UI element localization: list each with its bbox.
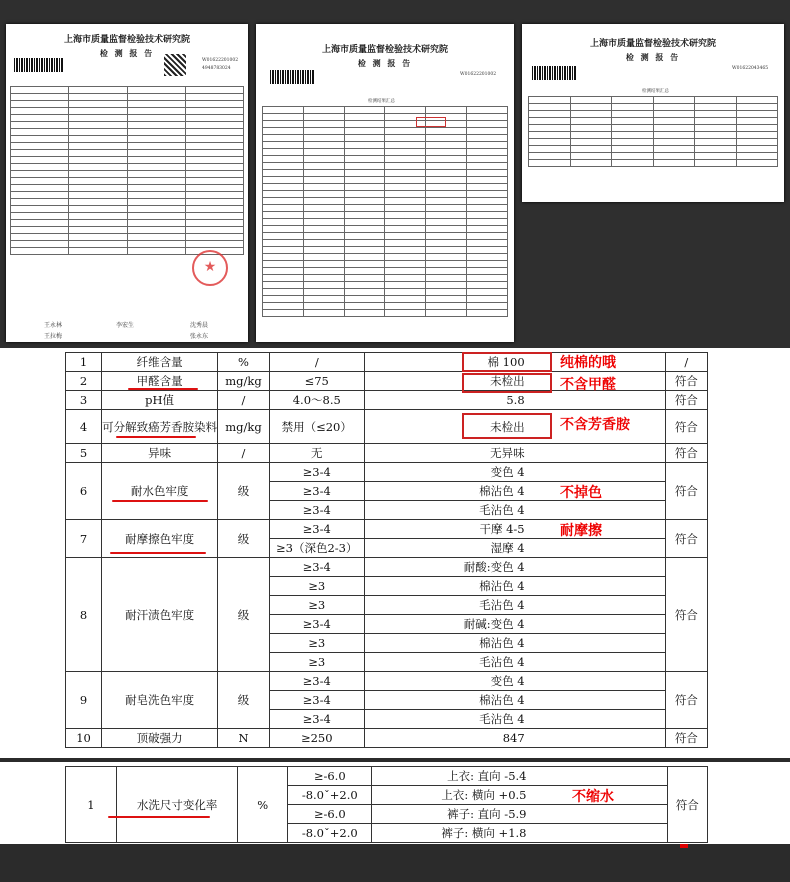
requirement: ≥3-4 xyxy=(269,520,364,539)
verdict: 符合 xyxy=(665,463,707,520)
row-number: 1 xyxy=(66,353,102,372)
requirement: ≥3 xyxy=(269,596,364,615)
result: 上衣: 直向 -5.4 xyxy=(372,767,667,786)
report-2-number: W01622201002 xyxy=(460,72,497,77)
test-item: 耐汗渍色牢度 xyxy=(102,558,218,672)
unit: N xyxy=(218,729,270,748)
table-row xyxy=(66,672,708,691)
red-mark xyxy=(680,844,688,848)
row-number: 1 xyxy=(66,767,117,843)
report-2-section: 检测结果汇总 xyxy=(368,99,395,104)
row-number: 6 xyxy=(66,463,102,520)
row-number: 8 xyxy=(66,558,102,672)
result: 毛沾色 4 xyxy=(364,596,665,615)
requirement: ≥3-4 xyxy=(269,710,364,729)
row-number: 5 xyxy=(66,444,102,463)
shrinkage-panel xyxy=(0,762,790,844)
report-page-1 xyxy=(6,24,248,342)
unit: mg/kg xyxy=(218,410,270,444)
requirement: ≥3 xyxy=(269,577,364,596)
requirement: ≥3 xyxy=(269,634,364,653)
unit: 级 xyxy=(218,463,270,520)
report-1-qr-code xyxy=(164,54,186,76)
result: 耐酸:变色 4 xyxy=(364,558,665,577)
result: 变色 4 xyxy=(364,463,665,482)
requirement: ≥3-4 xyxy=(269,463,364,482)
result: 棉沾色 4 xyxy=(364,691,665,710)
row-number: 10 xyxy=(66,729,102,748)
verdict: 符合 xyxy=(667,767,708,843)
verdict: / xyxy=(665,353,707,372)
report-2-highlight-box xyxy=(416,117,446,127)
fiber-result-highlight xyxy=(462,352,552,372)
report-3-title: 上海市质量监督检验技术研究院 xyxy=(589,39,716,49)
result: 耐碱:变色 4 xyxy=(364,615,665,634)
unit: 级 xyxy=(218,520,270,558)
report-1-signature-3: 沈秀晨 xyxy=(190,322,209,329)
verdict: 符合 xyxy=(665,729,707,748)
report-1-signature-5: 张永东 xyxy=(190,333,209,340)
result: 干摩 4-5 xyxy=(364,520,665,539)
row-number: 7 xyxy=(66,520,102,558)
report-2-barcode xyxy=(270,70,314,84)
result: 裤子: 横向 +1.8 xyxy=(372,824,667,843)
report-1-seal: ★ xyxy=(192,250,228,286)
test-item: 可分解致癌芳香胺染料 xyxy=(102,410,218,444)
report-3-subtitle: 检 测 报 告 xyxy=(625,52,681,62)
report-1-barcode xyxy=(14,58,64,72)
annotation-rub-resistant: 耐摩擦 xyxy=(560,523,602,539)
requirement: ≥3-4 xyxy=(269,672,364,691)
table-row xyxy=(66,520,708,539)
result: 5.8 xyxy=(364,391,665,410)
verdict: 符合 xyxy=(665,410,707,444)
requirement: 4.0～8.5 xyxy=(269,391,364,410)
unit: 级 xyxy=(218,558,270,672)
underline-shrinkage xyxy=(108,816,210,818)
requirement: 无 xyxy=(269,444,364,463)
test-item: 甲醛含量 xyxy=(102,372,218,391)
table-row xyxy=(66,444,708,463)
result: 湿摩 4 xyxy=(364,539,665,558)
verdict: 符合 xyxy=(665,444,707,463)
result: 无异味 xyxy=(364,444,665,463)
annotation-no-shrink: 不缩水 xyxy=(572,789,614,805)
result: 未检出 xyxy=(364,372,665,391)
underline-water-fastness xyxy=(112,500,208,502)
test-item: 异味 xyxy=(102,444,218,463)
underline-aromatic-amine xyxy=(116,436,196,438)
report-1-number: W01622201002 xyxy=(202,58,239,63)
verdict: 符合 xyxy=(665,520,707,558)
result: 毛沾色 4 xyxy=(364,501,665,520)
report-1-signature-1: 王永林 xyxy=(44,322,63,329)
report-thumbnails-strip xyxy=(0,0,790,350)
table-row xyxy=(66,767,708,786)
requirement: ≥3-4 xyxy=(269,615,364,634)
report-1-subtitle: 检 测 报 告 xyxy=(99,48,155,58)
report-page-3 xyxy=(522,24,784,202)
test-item: 耐摩擦色牢度 xyxy=(102,520,218,558)
unit: / xyxy=(218,444,270,463)
requirement: ≥-6.0 xyxy=(288,767,372,786)
annotation-pure-cotton: 纯棉的哦 xyxy=(560,355,616,371)
result: 棉 100 xyxy=(364,353,665,372)
test-item: 顶破强力 xyxy=(102,729,218,748)
row-number: 9 xyxy=(66,672,102,729)
row-number: 3 xyxy=(66,391,102,410)
result: 毛沾色 4 xyxy=(364,653,665,672)
unit: % xyxy=(238,767,288,843)
verdict: 符合 xyxy=(665,391,707,410)
requirement: ≥3-4 xyxy=(269,558,364,577)
requirement: / xyxy=(269,353,364,372)
unit: mg/kg xyxy=(218,372,270,391)
underline-formaldehyde xyxy=(128,388,198,390)
annotation-no-formaldehyde: 不含甲醛 xyxy=(560,377,616,393)
underline-rub-fastness xyxy=(110,552,206,554)
requirement: ≥3-4 xyxy=(269,691,364,710)
requirement: -8.0ˇ+2.0 xyxy=(288,786,372,805)
report-1-code: 4948783024 xyxy=(202,66,231,71)
verdict: 符合 xyxy=(665,672,707,729)
report-2-table xyxy=(262,106,508,317)
result: 棉沾色 4 xyxy=(364,634,665,653)
result: 棉沾色 4 xyxy=(364,577,665,596)
report-3-table xyxy=(528,96,778,167)
report-3-section: 检测结果汇总 xyxy=(642,89,669,94)
amine-result-highlight xyxy=(462,413,552,439)
report-2-subtitle: 检 测 报 告 xyxy=(357,58,413,68)
test-item: 耐水色牢度 xyxy=(102,463,218,520)
annotation-colorfast: 不掉色 xyxy=(560,485,602,501)
table-row xyxy=(66,729,708,748)
row-number: 2 xyxy=(66,372,102,391)
result: 棉沾色 4 xyxy=(364,482,665,501)
annotation-no-aromatic-amine: 不含芳香胺 xyxy=(560,417,630,433)
test-item: 纤维含量 xyxy=(102,353,218,372)
report-3-number: W01622043465 xyxy=(732,66,769,71)
report-1-title: 上海市质量监督检验技术研究院 xyxy=(63,35,190,45)
requirement: -8.0ˇ+2.0 xyxy=(288,824,372,843)
report-1-table xyxy=(10,86,244,255)
requirement: ≥3（深色2-3） xyxy=(269,539,364,558)
requirement: ≤75 xyxy=(269,372,364,391)
requirement: ≥3 xyxy=(269,653,364,672)
report-1-signature-4: 王拉梅 xyxy=(44,333,63,340)
report-2-title: 上海市质量监督检验技术研究院 xyxy=(321,45,448,55)
table-row xyxy=(66,558,708,577)
requirement: ≥-6.0 xyxy=(288,805,372,824)
result: 变色 4 xyxy=(364,672,665,691)
report-3-barcode xyxy=(532,66,576,80)
result: 847 xyxy=(364,729,665,748)
report-page-2 xyxy=(256,24,514,342)
test-item: 耐皂洗色牢度 xyxy=(102,672,218,729)
test-results-table xyxy=(65,352,708,748)
requirement: ≥3-4 xyxy=(269,501,364,520)
test-item: 水洗尺寸变化率 xyxy=(116,767,237,843)
verdict: 符合 xyxy=(665,558,707,672)
report-1-signature-2: 李宏生 xyxy=(116,322,135,329)
row-number: 4 xyxy=(66,410,102,444)
result: 裤子: 直向 -5.9 xyxy=(372,805,667,824)
unit: / xyxy=(218,391,270,410)
requirement: ≥3-4 xyxy=(269,482,364,501)
unit: % xyxy=(218,353,270,372)
result: 未检出 xyxy=(364,410,665,444)
formaldehyde-result-highlight xyxy=(462,373,552,393)
result: 毛沾色 4 xyxy=(364,710,665,729)
result: 上衣: 横向 +0.5 xyxy=(372,786,667,805)
requirement: 禁用（≤20） xyxy=(269,410,364,444)
table-row xyxy=(66,463,708,482)
unit: 级 xyxy=(218,672,270,729)
verdict: 符合 xyxy=(665,372,707,391)
test-item: pH值 xyxy=(102,391,218,410)
requirement: ≥250 xyxy=(269,729,364,748)
